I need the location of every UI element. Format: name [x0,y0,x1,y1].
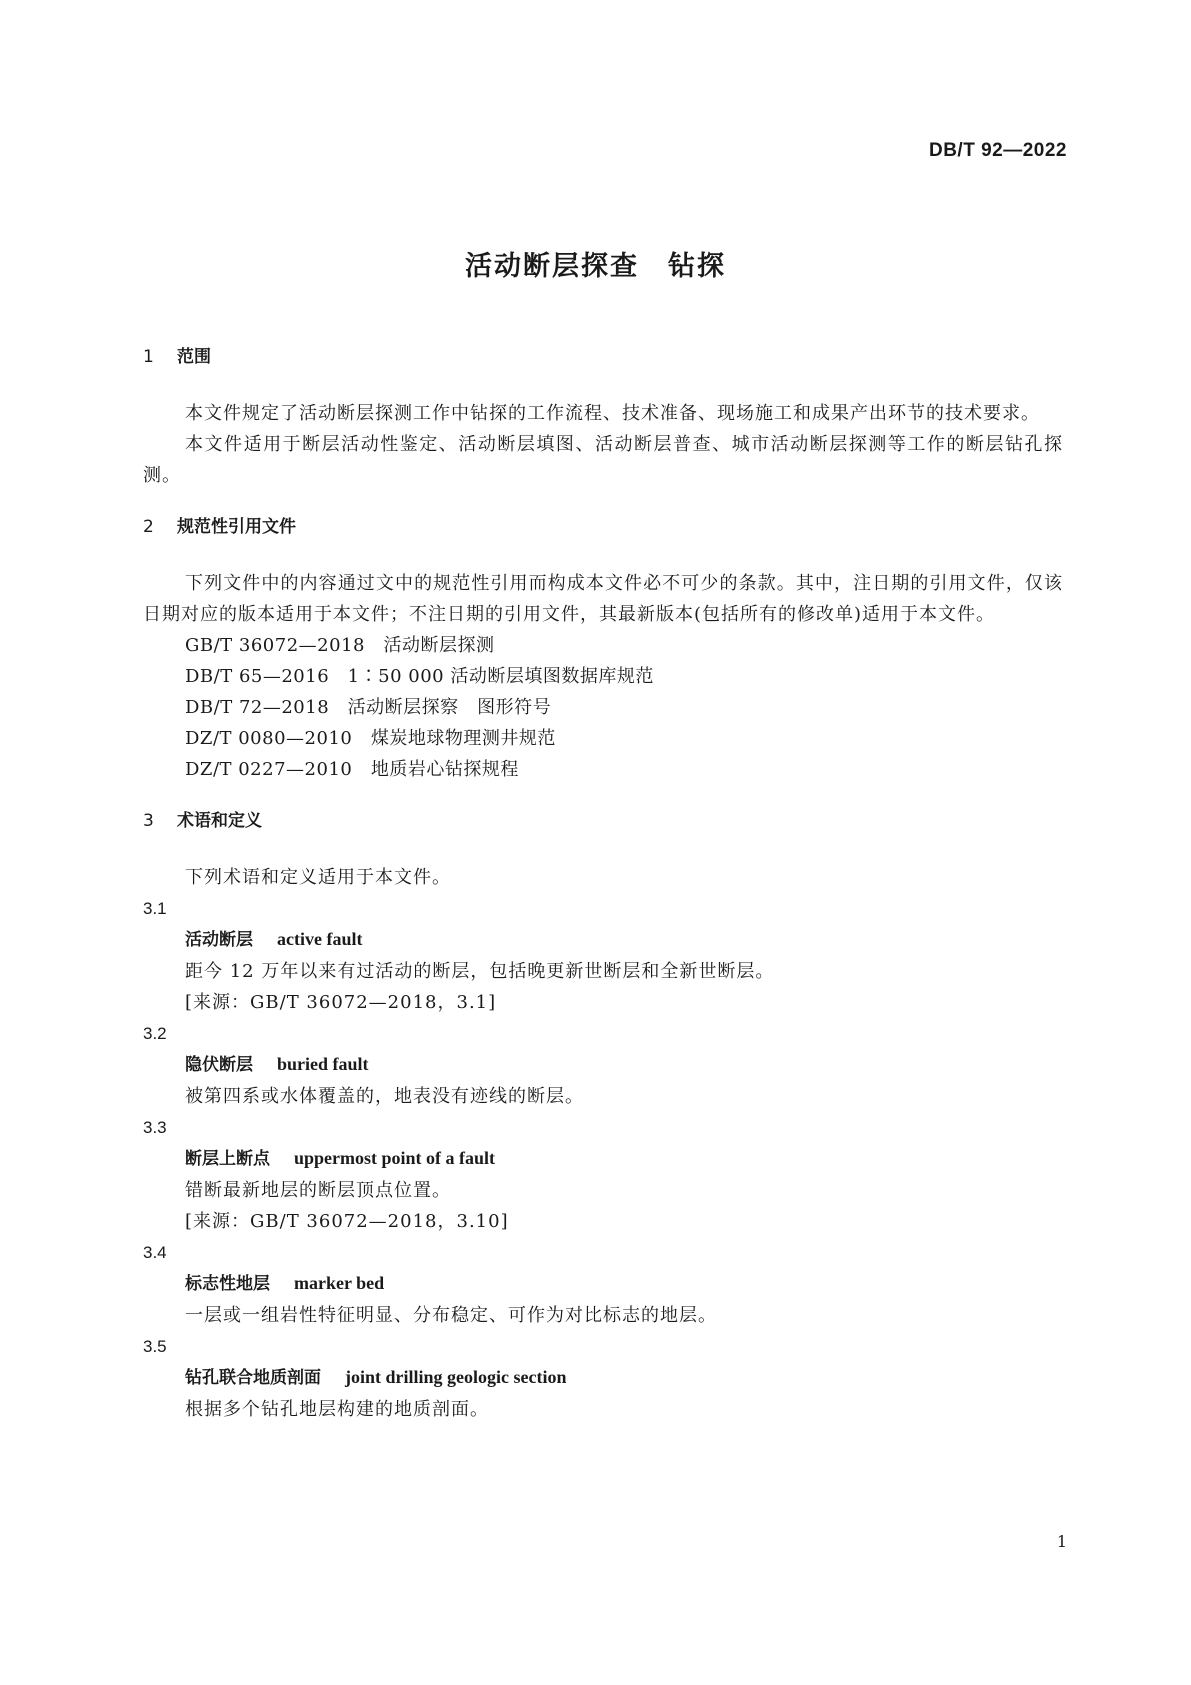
reference-item: DB/T 65—2016 1∶50 000 活动断层填图数据库规范 [185,666,654,687]
document-body [143,343,1063,1425]
document-title: 活动断层探查 钻探 [465,251,726,282]
term-en: marker bed [294,1273,385,1293]
term-number: 3.5 [143,1337,167,1356]
term-en: active fault [277,929,363,949]
term-definition: 距今 12 万年以来有过活动的断层，包括晚更新世断层和全新世断层。 [185,961,775,982]
section-title: 范围 [177,347,211,367]
term-number: 3.1 [143,899,167,918]
document-code: DB/T 92—2022 [928,140,1067,161]
section-heading-scope [143,343,1063,371]
section-title: 规范性引用文件 [177,517,296,537]
term-definition: 一层或一组岩性特征明显、分布稳定、可作为对比标志的地层。 [185,1305,717,1326]
term-definition: 根据多个钻孔地层构建的地质剖面。 [185,1399,489,1420]
term-number: 3.3 [143,1118,167,1137]
section-title: 术语和定义 [177,811,262,831]
term-number: 3.4 [143,1243,167,1262]
paragraph: 本文件规定了活动断层探测工作中钻探的工作流程、技术准备、现场施工和成果产出环节的技术要求。 [185,403,1040,424]
paragraph: 本文件适用于断层活动性鉴定、活动断层填图、活动断层普查、城市活动断层探测等工作的断层钻孔探测。 [143,434,1063,486]
term-definition: 被第四系或水体覆盖的，地表没有迹线的断层。 [185,1086,584,1107]
term-zh: 断层上断点 [185,1149,270,1169]
paragraph: 下列术语和定义适用于本文件。 [185,867,451,888]
page-number: 1 [1056,1532,1067,1551]
term-heading [143,1362,1063,1394]
section-number: 3 [143,811,154,831]
reference-item: DB/T 72—2018 活动断层探察 图形符号 [185,697,552,718]
term-zh: 标志性地层 [185,1274,270,1294]
term-definition: 错断最新地层的断层顶点位置。 [185,1180,451,1201]
section-number: 1 [143,347,154,367]
paragraph: 下列文件中的内容通过文中的规范性引用而构成本文件必不可少的条款。其中，注日期的引用文件，仅该日期对应的版本适用于本文件；不注日期的引用文件，其最新版本(包括所有的修改单)适用于本文件。 [143,573,1063,625]
term-en: joint drilling geologic section [345,1367,567,1387]
term-heading [143,1049,1063,1081]
term-heading [143,924,1063,956]
term-zh: 钻孔联合地质剖面 [185,1368,321,1388]
term-en: buried fault [277,1054,369,1074]
section-heading-normative-references [143,513,1063,541]
term-zh: 隐伏断层 [185,1055,253,1075]
section-heading-terms-definitions [143,807,1063,835]
term-source: [来源：GB/T 36072—2018，3.10] [185,1211,509,1232]
term-en: uppermost point of a fault [294,1148,496,1168]
section-number: 2 [143,517,154,537]
term-heading [143,1268,1063,1300]
reference-item: DZ/T 0227—2010 地质岩心钻探规程 [185,759,519,780]
reference-item: DZ/T 0080—2010 煤炭地球物理测井规范 [185,728,556,749]
term-number: 3.2 [143,1024,167,1043]
reference-item: GB/T 36072—2018 活动断层探测 [185,635,495,656]
term-heading [143,1143,1063,1175]
term-source: [来源：GB/T 36072—2018，3.1] [185,992,497,1013]
term-zh: 活动断层 [185,930,253,950]
